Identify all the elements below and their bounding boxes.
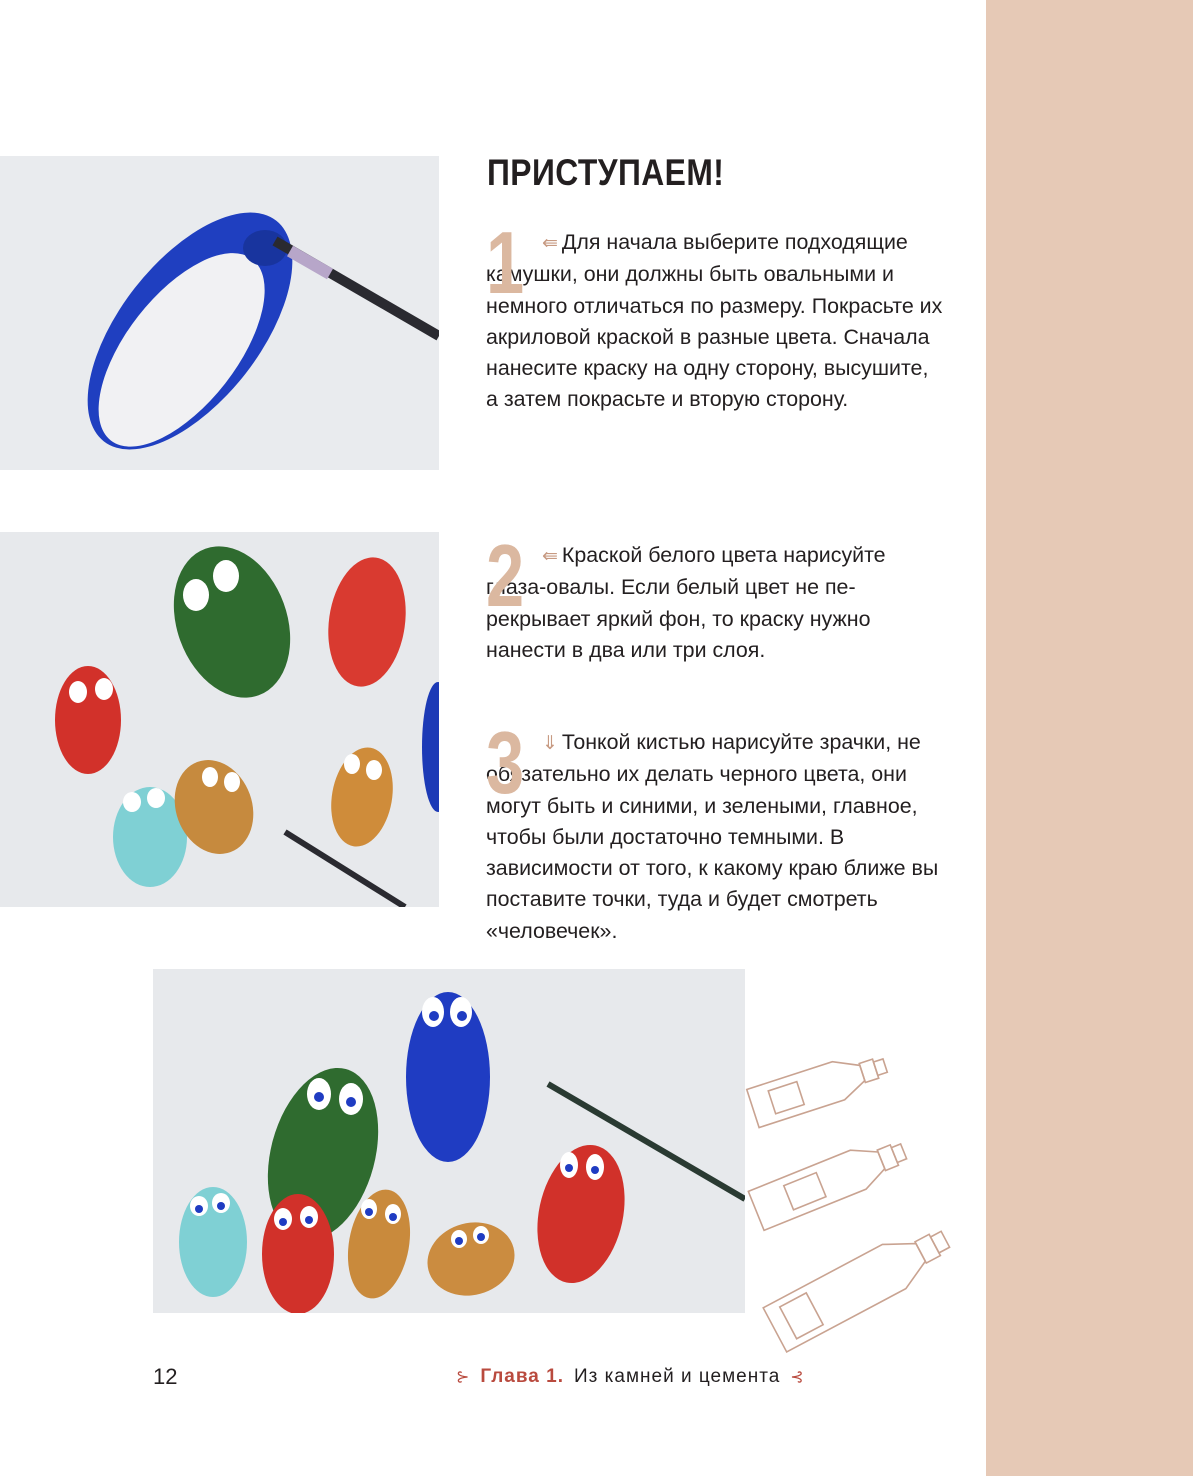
chapter-title: Из камней и цемента bbox=[574, 1366, 781, 1387]
step-number: 1 bbox=[486, 213, 525, 312]
paint-tubes-illustration bbox=[740, 1030, 970, 1360]
step-text: ⇚ Краской белого цвета нарисуйте глаза-овалы. Если белый цвет не перекрывает яркий фон, то краску нужно нанести в два или три слоя. bbox=[486, 543, 886, 662]
step-3 bbox=[486, 713, 946, 947]
step-number: 2 bbox=[486, 526, 525, 625]
ornament-right-icon: ⊰ bbox=[790, 1369, 805, 1386]
section-heading: ПРИСТУПАЕМ! bbox=[487, 152, 725, 193]
arrow-left-icon: ⇚ bbox=[542, 233, 558, 254]
chapter-label: Глава 1. bbox=[480, 1366, 564, 1387]
arrow-down-icon: ⇓ bbox=[542, 733, 558, 754]
step-text: ⇚ Для начала выберите подходящие камушки, они должны быть овальными и немного отличаться по размеру. Покрасьте их акриловой краской в разные цвета. Сначала нанесите краску на одну сторону, высушите, а затем покрасьте и вторую сторону. bbox=[486, 230, 943, 412]
photo-painting-blue-stone bbox=[0, 156, 439, 470]
step-text: ⇓ Тонкой кистью нарисуйте зрачки, не обязательно их делать черного цвета, они могут быть и синими, и зелеными, главное, чтобы были достаточно темными. В зависимости от того, к какому краю ближе вы поставите точки, туда и будет смотреть «человечек». bbox=[486, 730, 939, 943]
chapter-running-footer bbox=[456, 1366, 805, 1388]
page-number: 12 bbox=[153, 1364, 178, 1389]
arrow-left-icon: ⇚ bbox=[542, 546, 558, 567]
ornament-left-icon: ⊱ bbox=[456, 1369, 471, 1386]
step-1 bbox=[486, 213, 946, 416]
photo-stones-with-white-eyes bbox=[0, 532, 439, 907]
side-color-band bbox=[986, 0, 1193, 1476]
step-2 bbox=[486, 526, 946, 666]
step-number: 3 bbox=[486, 713, 525, 812]
photo-finished-stone-figures bbox=[153, 969, 745, 1313]
